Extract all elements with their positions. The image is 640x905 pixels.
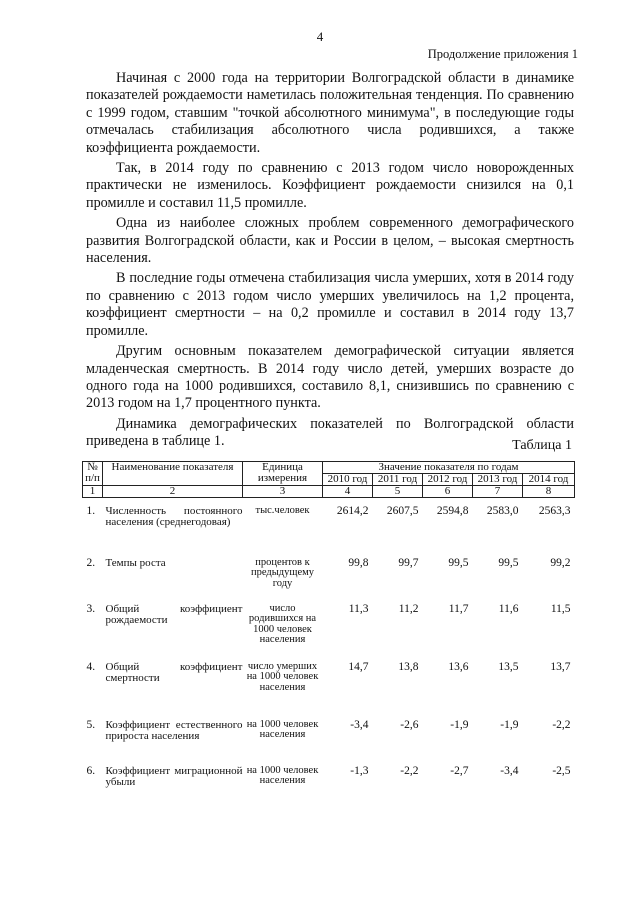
value-cell: 2563,3: [538, 505, 571, 517]
value-cell: 2583,0: [486, 505, 519, 517]
table-row: [83, 596, 575, 654]
row-number: 6.: [86, 764, 96, 777]
value-cell: 99,5: [448, 556, 469, 569]
value-cell: 11,6: [498, 602, 519, 615]
indicator-name: Коэффициент миграционной убыли: [105, 764, 243, 788]
value-cell: 11,7: [448, 602, 469, 615]
page-number: 4: [316, 29, 324, 44]
value-cell: 2607,5: [386, 505, 419, 517]
indicator-name: Общий коэффициент рождаемости: [105, 602, 243, 626]
row-number: 3.: [86, 602, 96, 615]
value-cell: 13,5: [498, 660, 519, 673]
column-index: 1: [83, 486, 103, 498]
value-cell: -1,9: [450, 718, 469, 731]
value-cell: 13,6: [448, 660, 469, 673]
value-cell: 2614,2: [336, 505, 369, 517]
row-number: 2.: [86, 556, 96, 569]
value-cell: 14,7: [348, 660, 369, 673]
table-row: [83, 712, 575, 758]
paragraph: Начиная с 2000 года на территории Волгоградской области в динамике показателей рождаемости наметилась положительная тенденция. По сравнению с 1999 годом, ставшим "точкой абсолютного минимума", в последующие годы отмечалась стабилизация абсолютного числа родившихся, а также коэффициента рождаемости.: [86, 70, 574, 156]
body-text: [86, 70, 574, 454]
header-year: 2013 год: [473, 474, 523, 486]
value-cell: -2,2: [400, 764, 419, 777]
row-number: 4.: [86, 660, 96, 673]
appendix-note: Продолжение приложения 1: [427, 47, 578, 61]
unit-cell: число умерших на 1000 человек населения: [246, 660, 319, 693]
indicator-name: Темпы роста: [105, 556, 166, 569]
value-cell: 11,3: [348, 602, 369, 615]
row-number: 1.: [86, 505, 96, 517]
unit-cell: на 1000 человек населения: [246, 718, 319, 740]
value-cell: 99,5: [498, 556, 519, 569]
paragraph: Другим основным показателем демографической ситуации является младенческая смертность. В 2014 году число детей, умерших возрасте до одного года на 1000 родившихся, составило 8,1, снизившись по сравнению с 2013 годом на 1,7 процентного пункта.: [86, 343, 574, 412]
table-row: [83, 498, 575, 550]
demographics-table: [82, 461, 575, 804]
row-number: 5.: [86, 718, 96, 731]
indicator-name: Общий коэффициент смертности: [105, 660, 243, 684]
value-cell: 13,7: [550, 660, 571, 673]
value-cell: 2594,8: [436, 505, 469, 517]
unit-cell: на 1000 человек населения: [246, 764, 319, 786]
paragraph: В последние годы отмечена стабилизация числа умерших, хотя в 2014 году по сравнению с 2013 годом число умерших увеличилось на 1,2 процента, коэффициент смертности – на 0,2 промилле и составил в 2014 году 13,7 промилле.: [86, 270, 574, 339]
header-no: № п/п: [83, 462, 103, 486]
value-cell: 99,7: [398, 556, 419, 569]
column-index: 4: [323, 486, 373, 498]
header-year: 2011 год: [373, 474, 423, 486]
column-index: 3: [243, 486, 323, 498]
unit-cell: процентов к предыдущему году: [250, 556, 315, 589]
unit-cell: число родившихся на 1000 человек населения: [248, 602, 317, 645]
value-cell: -2,7: [450, 764, 469, 777]
value-cell: -3,4: [350, 718, 369, 731]
value-cell: 13,8: [398, 660, 419, 673]
paragraph: Одна из наиболее сложных проблем современного демографического развития Волгоградской области, как и России в целом, – высокая смертность населения.: [86, 215, 574, 267]
table-row: [83, 758, 575, 804]
value-cell: -3,4: [500, 764, 519, 777]
table-row: [83, 550, 575, 596]
column-index: 2: [103, 486, 243, 498]
unit-cell: тыс.человек: [255, 505, 310, 516]
header-name: Наименование показателя: [103, 462, 243, 486]
value-cell: 11,2: [398, 602, 419, 615]
indicator-name: Численность постоянного населения (среднегодовая): [105, 505, 243, 528]
header-year: 2010 год: [323, 474, 373, 486]
value-cell: -1,3: [350, 764, 369, 777]
value-cell: 11,5: [550, 602, 571, 615]
table-row: [83, 654, 575, 712]
indicator-name: Коэффициент естественного прироста населения: [105, 718, 243, 742]
header-year: 2012 год: [423, 474, 473, 486]
table-label: Таблица 1: [512, 438, 572, 453]
column-index: 8: [523, 486, 575, 498]
value-cell: 99,2: [550, 556, 571, 569]
paragraph: Так, в 2014 году по сравнению с 2013 годом число новорожденных практически не изменилось. Коэффициент рождаемости снизился на 0,1 промилле и составил 11,5 промилле.: [86, 160, 574, 211]
value-cell: -1,9: [500, 718, 519, 731]
column-index: 6: [423, 486, 473, 498]
header-values-group: Значение показателя по годам: [323, 462, 575, 474]
column-index: 7: [473, 486, 523, 498]
header-year: 2014 год: [523, 474, 575, 486]
value-cell: -2,6: [400, 718, 419, 731]
value-cell: -2,2: [552, 718, 571, 731]
column-index: 5: [373, 486, 423, 498]
paragraph: Динамика демографических показателей по Волгоградской области приведена в таблице 1.: [86, 415, 574, 450]
header-unit: Единица измерения: [243, 462, 323, 486]
value-cell: 99,8: [348, 556, 369, 569]
value-cell: -2,5: [552, 764, 571, 777]
